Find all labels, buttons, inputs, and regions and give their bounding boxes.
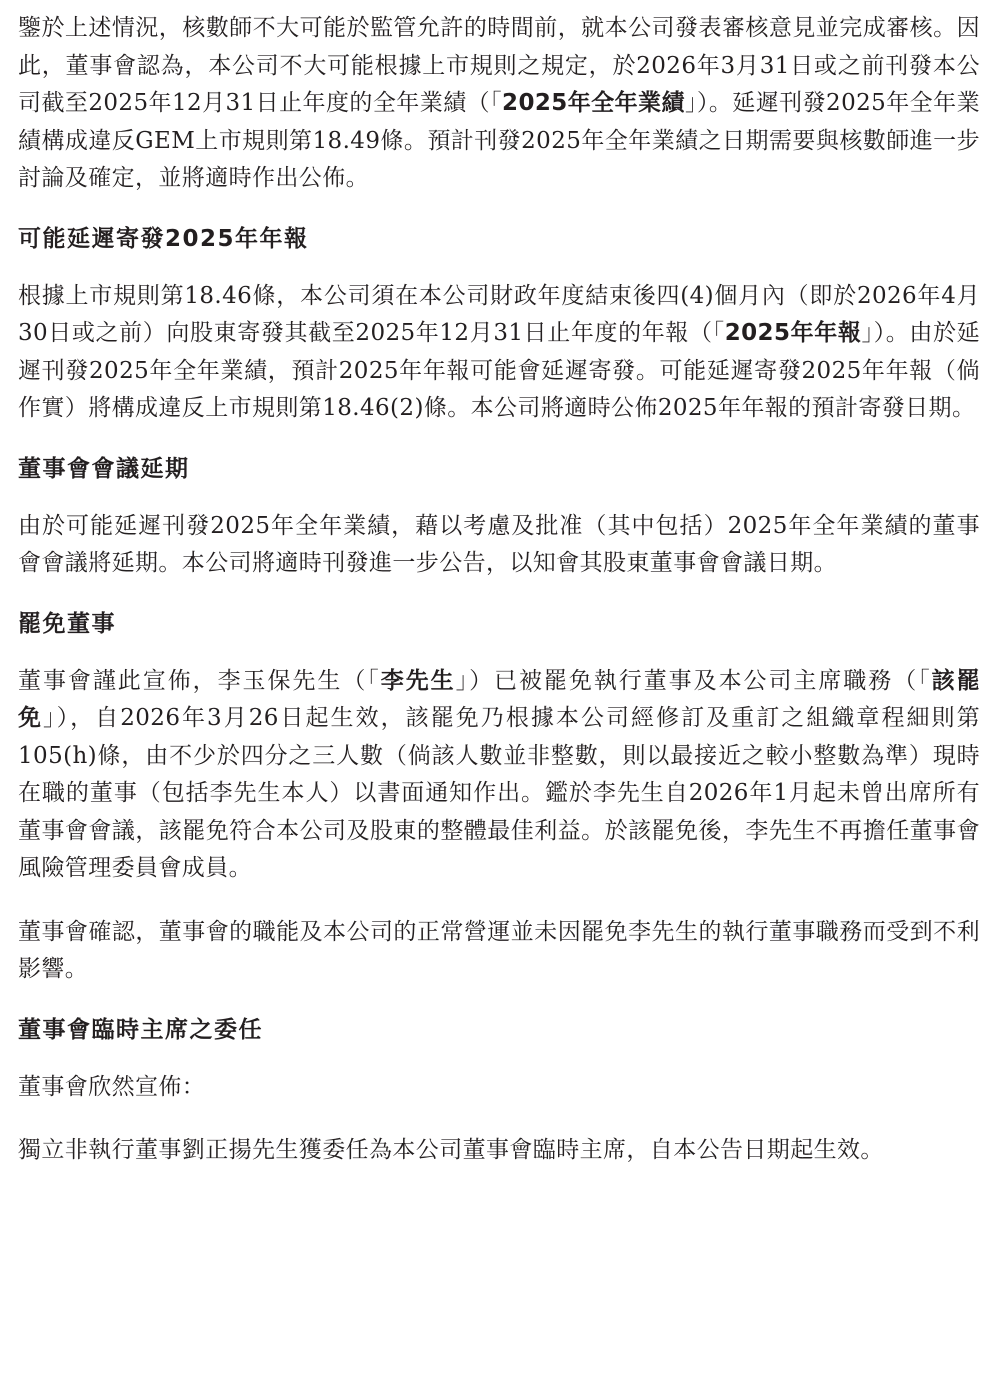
text-run: 」）已被罷免執行董事及本公司主席職務（「 — [455, 667, 932, 694]
heading-removal-of-director: 罷免董事 — [18, 610, 116, 637]
text-run: 鑒於上述情況，核數師不大可能於監管允許的時間前，就本公司發表審核意見並完成審核。因此，董事會認為，本公司不大可能根據上市規則之規定，於2026年3月31日或之前刊發本公司截至2025年12月31日止年度的全年業績（「 — [18, 15, 980, 116]
text-run: 根據上市規則第18.46條，本公司須在本公司財政年度結束後四(4)個月內（即於2026年4月30日或之前）向股東寄發其截至2025年12月31日止年度的年報（「 — [18, 282, 980, 346]
heading-interim-chairman-appointment: 董事會臨時主席之委任 — [18, 1016, 263, 1043]
paragraph-removal-of-director — [18, 663, 980, 888]
defined-term-removal: 該罷免 — [18, 667, 981, 731]
paragraph-interim-chairman: 獨立非執行董事劉正揚先生獲委任為本公司董事會臨時主席，自本公告日期起生效。 — [18, 1137, 884, 1163]
heading-annual-report-delay: 可能延遲寄發2025年年報 — [18, 225, 309, 252]
paragraph-annual-report-delay — [18, 278, 980, 428]
paragraph-board-announces: 董事會欣然宣佈： — [18, 1073, 206, 1100]
defined-term-annual-report: 2025年年報 — [724, 320, 862, 346]
defined-term-annual-results: 2025年全年業績 — [502, 90, 685, 116]
paragraph-results-delay — [18, 10, 980, 198]
announcement-page — [18, 10, 980, 1170]
text-run: 」），自2026年3月26日起生效，該罷免乃根據本公司經修訂及重訂之組織章程細則第105(h)條，由不少於四分之三人數（倘該人數並非整數，則以最接近之較小整數為準）現時在職的董事（包括李先生本人）以書面通知作出。鑑於李先生自2026年1月起未曾出席所有董事會會議，該罷免符合本公司及股東的整體最佳利益。於該罷免後，李先生不再擔任董事會風險管理委員會成員。 — [18, 705, 980, 881]
text-run: 」）。延遲刊發2025年全年業績構成違反GEM上市規則第18.49條。預計刊發2025年全年業績之日期需要與核數師進一步討論及確定，並將適時作出公佈。 — [18, 90, 980, 191]
text-run: 董事會謹此宣佈，李玉保先生（「 — [18, 667, 381, 694]
text-run: 」）。由於延遲刊發2025年全年業績，預計2025年年報可能會延遲寄發。可能延遲寄發2025年年報（倘作實）將構成違反上市規則第18.46(2)條。本公司將適時公佈2025年年報的預計寄發日期。 — [18, 320, 980, 421]
paragraph-board-confirmation: 董事會確認，董事會的職能及本公司的正常營運並未因罷免李先生的執行董事職務而受到不利影響。 — [18, 918, 980, 982]
paragraph-board-meeting-postponement: 由於可能延遲刊發2025年全年業績，藉以考慮及批准（其中包括）2025年全年業績的董事會會議將延期。本公司將適時刊發進一步公告，以知會其股東董事會會議日期。 — [18, 512, 980, 576]
defined-term-mr-li: 李先生 — [380, 667, 456, 694]
heading-board-meeting-postponement: 董事會會議延期 — [18, 455, 190, 482]
